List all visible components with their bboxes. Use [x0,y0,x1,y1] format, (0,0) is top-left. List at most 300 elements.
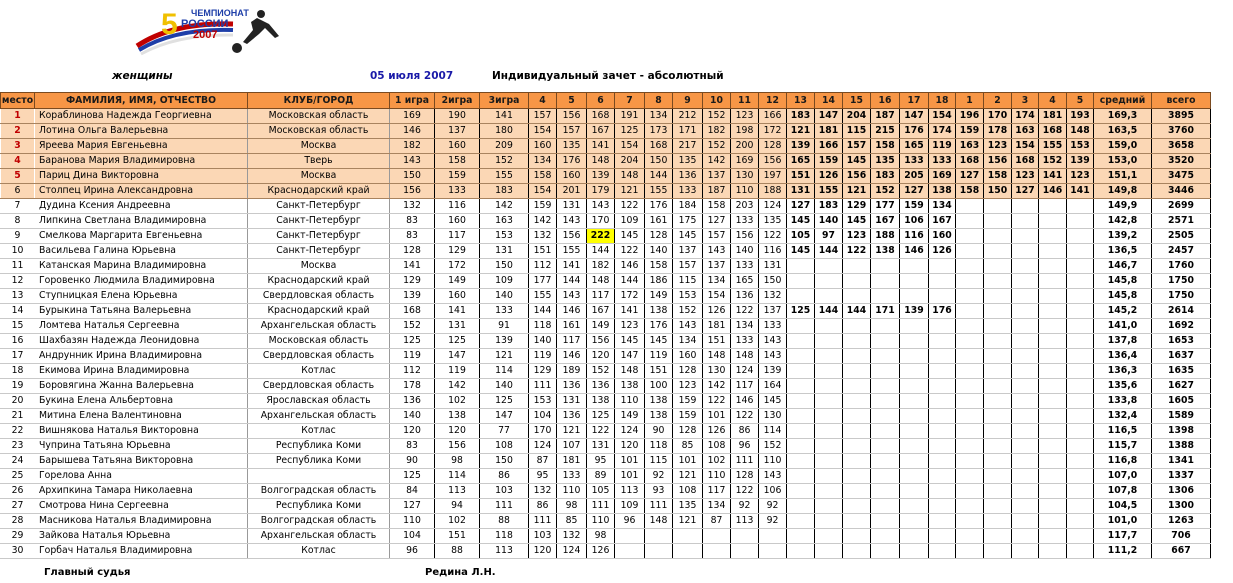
total-cell: 1398 [1152,424,1211,439]
game-score-cell: 182 [703,124,731,139]
game-score-cell: 111 [587,499,615,514]
game-score-cell [787,409,815,424]
total-cell: 3446 [1152,184,1211,199]
game-score-cell [787,259,815,274]
game-score-cell: 113 [615,484,645,499]
game-score-cell: 140 [480,289,529,304]
club-cell: Республика Коми [248,439,390,454]
game-score-cell [871,484,900,499]
header-row [1,93,1211,109]
game-score-cell: 146 [731,394,759,409]
game-score-cell: 158 [984,169,1012,184]
game-score-cell: 121 [557,424,587,439]
game-score-cell [731,529,759,544]
total-cell: 1750 [1152,274,1211,289]
game-score-cell: 98 [435,454,480,469]
game-score-cell [956,514,984,529]
game-score-cell [1067,379,1094,394]
game-score-cell: 120 [435,424,480,439]
total-cell: 3895 [1152,109,1211,124]
game-score-cell: 165 [787,154,815,169]
average-cell: 151,1 [1094,169,1152,184]
game-score-cell: 148 [615,169,645,184]
game-score-cell: 158 [703,199,731,214]
game-score-cell: 101 [673,454,703,469]
game-score-cell [984,499,1012,514]
game-score-cell: 156 [557,109,587,124]
game-score-cell: 150 [645,154,673,169]
game-score-cell [615,544,645,559]
game-score-cell: 169 [731,154,759,169]
game-score-cell: 83 [390,439,435,454]
game-score-cell: 133 [480,304,529,319]
game-score-cell [843,439,871,454]
average-cell: 142,8 [1094,214,1152,229]
game-score-cell: 128 [673,364,703,379]
game-score-cell: 163 [956,139,984,154]
game-score-cell: 157 [703,229,731,244]
game-score-cell: 177 [529,274,557,289]
club-cell: Краснодарский край [248,304,390,319]
game-score-cell [1039,409,1067,424]
game-score-cell [900,514,929,529]
game-score-cell [956,319,984,334]
game-score-cell: 125 [615,124,645,139]
game-score-cell: 146 [1039,184,1067,199]
game-score-cell [815,469,843,484]
table-row [1,544,1211,559]
game-score-cell: 132 [529,229,557,244]
game-score-cell: 152 [759,439,787,454]
name-cell: Столпец Ирина Александровна [35,184,248,199]
game-score-cell [900,469,929,484]
game-score-cell: 138 [435,409,480,424]
game-score-cell: 144 [587,244,615,259]
game-score-cell: 96 [390,544,435,559]
game-score-cell: 168 [956,154,984,169]
game-score-cell [871,409,900,424]
game-score-cell: 119 [390,349,435,364]
column-header: 6 [587,93,615,109]
game-score-cell: 151 [435,529,480,544]
game-score-cell: 142 [480,199,529,214]
game-score-cell [984,274,1012,289]
game-score-cell: 141 [480,109,529,124]
game-score-cell: 122 [759,229,787,244]
club-cell: Санкт-Петербург [248,244,390,259]
game-score-cell: 131 [787,184,815,199]
game-score-cell: 152 [673,304,703,319]
game-score-cell [871,454,900,469]
game-score-cell: 109 [615,214,645,229]
game-score-cell: 110 [587,514,615,529]
total-cell: 1337 [1152,469,1211,484]
game-score-cell [984,454,1012,469]
game-score-cell [815,484,843,499]
game-score-cell: 176 [929,304,956,319]
logo-country: РОССИИ [181,18,229,30]
game-score-cell: 142 [529,214,557,229]
game-score-cell: 146 [557,349,587,364]
game-score-cell: 100 [645,379,673,394]
game-score-cell [843,364,871,379]
game-score-cell: 125 [480,394,529,409]
game-score-cell: 196 [956,109,984,124]
game-score-cell [1039,529,1067,544]
club-cell [248,469,390,484]
game-score-cell: 152 [703,139,731,154]
game-score-cell: 181 [815,124,843,139]
game-score-cell [1012,514,1039,529]
game-score-cell [984,304,1012,319]
game-score-cell [929,469,956,484]
club-cell: Котлас [248,424,390,439]
game-score-cell: 83 [390,229,435,244]
column-header: 1 игра [390,93,435,109]
game-score-cell [871,334,900,349]
game-score-cell: 123 [843,229,871,244]
column-header: 5 [557,93,587,109]
table-row [1,379,1211,394]
category-label: женщины [112,70,173,82]
game-score-cell: 122 [731,409,759,424]
game-score-cell: 165 [731,274,759,289]
game-score-cell: 151 [787,169,815,184]
game-score-cell: 144 [645,169,673,184]
game-score-cell: 152 [587,364,615,379]
club-cell: Ярославская область [248,394,390,409]
game-score-cell [815,529,843,544]
club-cell: Архангельская область [248,409,390,424]
name-cell: Ступницкая Елена Юрьевна [35,289,248,304]
game-score-cell [984,469,1012,484]
game-score-cell [843,319,871,334]
game-score-cell [1012,199,1039,214]
name-cell: Горовенко Людмила Владимировна [35,274,248,289]
average-cell: 107,8 [1094,484,1152,499]
game-score-cell: 90 [390,454,435,469]
game-score-cell: 168 [390,304,435,319]
game-score-cell [984,364,1012,379]
average-cell: 116,5 [1094,424,1152,439]
game-score-cell: 119 [435,364,480,379]
table-row [1,109,1211,124]
game-score-cell: 145 [787,214,815,229]
club-cell: Свердловская область [248,289,390,304]
game-score-cell [900,484,929,499]
game-score-cell: 134 [703,499,731,514]
game-score-cell: 158 [871,139,900,154]
game-score-cell: 116 [759,244,787,259]
game-score-cell: 117 [557,334,587,349]
game-score-cell: 145 [843,214,871,229]
total-cell: 1605 [1152,394,1211,409]
name-cell: Липкина Светлана Владимировна [35,214,248,229]
club-cell: Тверь [248,154,390,169]
game-score-cell [843,349,871,364]
table-row [1,394,1211,409]
chief-judge-label: Главный судья [44,567,131,578]
place-cell: 10 [1,244,35,259]
game-score-cell [787,529,815,544]
game-score-cell: 147 [900,109,929,124]
game-score-cell: 122 [587,424,615,439]
game-score-cell: 157 [843,139,871,154]
game-score-cell: 167 [587,124,615,139]
name-cell: Екимова Ирина Владимировна [35,364,248,379]
table-row [1,499,1211,514]
game-score-cell [1067,274,1094,289]
game-score-cell: 138 [615,379,645,394]
game-score-cell: 132 [759,289,787,304]
game-score-cell: 140 [529,334,557,349]
column-header: 13 [787,93,815,109]
name-cell: Смотрова Нина Сергеевна [35,499,248,514]
game-score-cell [1012,469,1039,484]
game-score-cell: 135 [673,154,703,169]
name-cell: Бурыкина Татьяна Валерьевна [35,304,248,319]
game-score-cell: 122 [731,484,759,499]
place-cell: 17 [1,349,35,364]
game-score-cell: 105 [787,229,815,244]
game-score-cell: 144 [815,304,843,319]
game-score-cell: 140 [731,244,759,259]
game-score-cell: 144 [557,274,587,289]
game-score-cell [1012,349,1039,364]
game-score-cell: 93 [645,484,673,499]
table-row [1,229,1211,244]
game-score-cell: 154 [929,109,956,124]
game-score-cell [1012,244,1039,259]
average-cell: 104,5 [1094,499,1152,514]
game-score-cell [1039,259,1067,274]
game-score-cell: 137 [703,259,731,274]
game-score-cell: 139 [1067,154,1094,169]
game-score-cell: 143 [587,199,615,214]
game-score-cell [1012,529,1039,544]
game-score-cell: 167 [587,304,615,319]
game-score-cell: 161 [645,214,673,229]
total-cell: 1306 [1152,484,1211,499]
name-cell: Шахбазян Надежда Леонидовна [35,334,248,349]
game-score-cell [1039,364,1067,379]
game-score-cell [984,289,1012,304]
game-score-cell: 136 [587,379,615,394]
club-cell: Санкт-Петербург [248,199,390,214]
game-score-cell: 120 [529,544,557,559]
game-score-cell: 101 [615,454,645,469]
game-score-cell: 157 [529,109,557,124]
average-cell: 149,8 [1094,184,1152,199]
game-score-cell: 128 [673,424,703,439]
game-score-cell [900,349,929,364]
game-score-cell: 159 [673,409,703,424]
total-cell: 1760 [1152,259,1211,274]
game-score-cell: 123 [1067,169,1094,184]
game-score-cell: 151 [529,244,557,259]
game-score-cell: 160 [557,169,587,184]
game-score-cell [815,454,843,469]
game-score-cell: 110 [615,394,645,409]
game-score-cell: 156 [587,334,615,349]
game-score-cell [1039,289,1067,304]
game-score-cell: 176 [900,124,929,139]
game-score-cell [1039,214,1067,229]
column-header: 16 [871,93,900,109]
game-score-cell: 174 [1012,109,1039,124]
place-cell: 12 [1,274,35,289]
game-score-cell [843,499,871,514]
game-score-cell [900,454,929,469]
game-score-cell [815,394,843,409]
game-score-cell: 179 [587,184,615,199]
game-score-cell [871,469,900,484]
total-cell: 2571 [1152,214,1211,229]
game-score-cell: 141 [1039,169,1067,184]
game-score-cell [1039,394,1067,409]
game-score-cell: 148 [615,364,645,379]
game-score-cell [1039,454,1067,469]
game-score-cell: 175 [673,214,703,229]
game-score-cell [900,499,929,514]
game-score-cell [1039,274,1067,289]
table-row [1,304,1211,319]
column-header: КЛУБ/ГОРОД [248,93,390,109]
game-score-cell: 119 [929,139,956,154]
game-score-cell: 181 [1039,109,1067,124]
column-header: 7 [615,93,645,109]
game-score-cell: 142 [703,154,731,169]
game-score-cell: 125 [435,334,480,349]
game-score-cell: 115 [645,454,673,469]
game-score-cell: 168 [1012,154,1039,169]
table-row [1,289,1211,304]
game-score-cell [900,364,929,379]
game-score-cell: 113 [435,484,480,499]
game-score-cell: 129 [390,274,435,289]
game-score-cell: 209 [480,139,529,154]
total-cell: 1637 [1152,349,1211,364]
game-score-cell: 133 [731,334,759,349]
table-row [1,139,1211,154]
game-score-cell: 110 [759,454,787,469]
game-score-cell [984,214,1012,229]
game-score-cell [1067,484,1094,499]
game-score-cell: 172 [435,259,480,274]
game-score-cell: 125 [787,304,815,319]
game-score-cell [956,304,984,319]
game-score-cell: 126 [703,424,731,439]
column-header: 4 [529,93,557,109]
game-score-cell: 136 [390,394,435,409]
game-score-cell [900,529,929,544]
column-header: 14 [815,93,843,109]
game-score-cell: 141 [615,304,645,319]
game-score-cell [1067,349,1094,364]
game-score-cell: 134 [645,109,673,124]
average-cell: 153,0 [1094,154,1152,169]
game-score-cell: 135 [557,139,587,154]
game-score-cell: 146 [557,304,587,319]
game-score-cell: 138 [929,184,956,199]
game-score-cell [787,469,815,484]
column-header: 10 [703,93,731,109]
game-score-cell [956,244,984,259]
game-score-cell [984,319,1012,334]
game-score-cell: 145 [759,394,787,409]
game-score-cell: 150 [984,184,1012,199]
name-cell: Масникова Наталья Владимировна [35,514,248,529]
column-header: 4 [1039,93,1067,109]
game-score-cell: 111 [529,514,557,529]
game-score-cell [1067,229,1094,244]
game-score-cell [871,289,900,304]
game-score-cell: 141 [1067,184,1094,199]
game-score-cell: 102 [435,394,480,409]
average-cell: 107,0 [1094,469,1152,484]
game-score-cell: 188 [871,229,900,244]
game-score-cell: 149 [615,409,645,424]
game-score-cell: 176 [645,199,673,214]
game-score-cell: 103 [480,484,529,499]
table-row [1,439,1211,454]
game-score-cell [1039,229,1067,244]
game-score-cell [871,259,900,274]
name-cell: Букина Елена Альбертовна [35,394,248,409]
game-score-cell [984,199,1012,214]
game-score-cell [1039,499,1067,514]
game-score-cell [929,394,956,409]
game-score-cell: 130 [731,169,759,184]
game-score-cell: 190 [435,109,480,124]
game-score-cell [787,424,815,439]
game-score-cell: 116 [900,229,929,244]
game-score-cell [1067,259,1094,274]
game-score-cell: 84 [390,484,435,499]
game-score-cell [815,364,843,379]
game-score-cell [900,334,929,349]
game-score-cell [815,424,843,439]
results-body [1,109,1211,559]
average-cell: 115,7 [1094,439,1152,454]
game-score-cell: 101 [615,469,645,484]
game-score-cell: 164 [759,379,787,394]
column-header: ФАМИЛИЯ, ИМЯ, ОТЧЕСТВО [35,93,248,109]
place-cell: 14 [1,304,35,319]
total-cell: 706 [1152,529,1211,544]
game-score-cell: 92 [759,499,787,514]
game-score-cell: 142 [435,379,480,394]
game-score-cell: 105 [587,484,615,499]
average-cell: 145,8 [1094,274,1152,289]
game-score-cell: 124 [759,199,787,214]
column-header: 12 [759,93,787,109]
column-header: 5 [1067,93,1094,109]
column-header: 3 [1012,93,1039,109]
game-score-cell: 157 [557,124,587,139]
game-score-cell: 154 [703,289,731,304]
game-score-cell [1039,469,1067,484]
place-cell: 19 [1,379,35,394]
club-cell: Котлас [248,364,390,379]
game-score-cell: 119 [645,349,673,364]
game-score-cell: 154 [529,124,557,139]
game-score-cell: 189 [557,364,587,379]
game-score-cell [984,514,1012,529]
game-score-cell: 111 [529,379,557,394]
game-score-cell: 159 [900,199,929,214]
game-score-cell: 133 [759,319,787,334]
